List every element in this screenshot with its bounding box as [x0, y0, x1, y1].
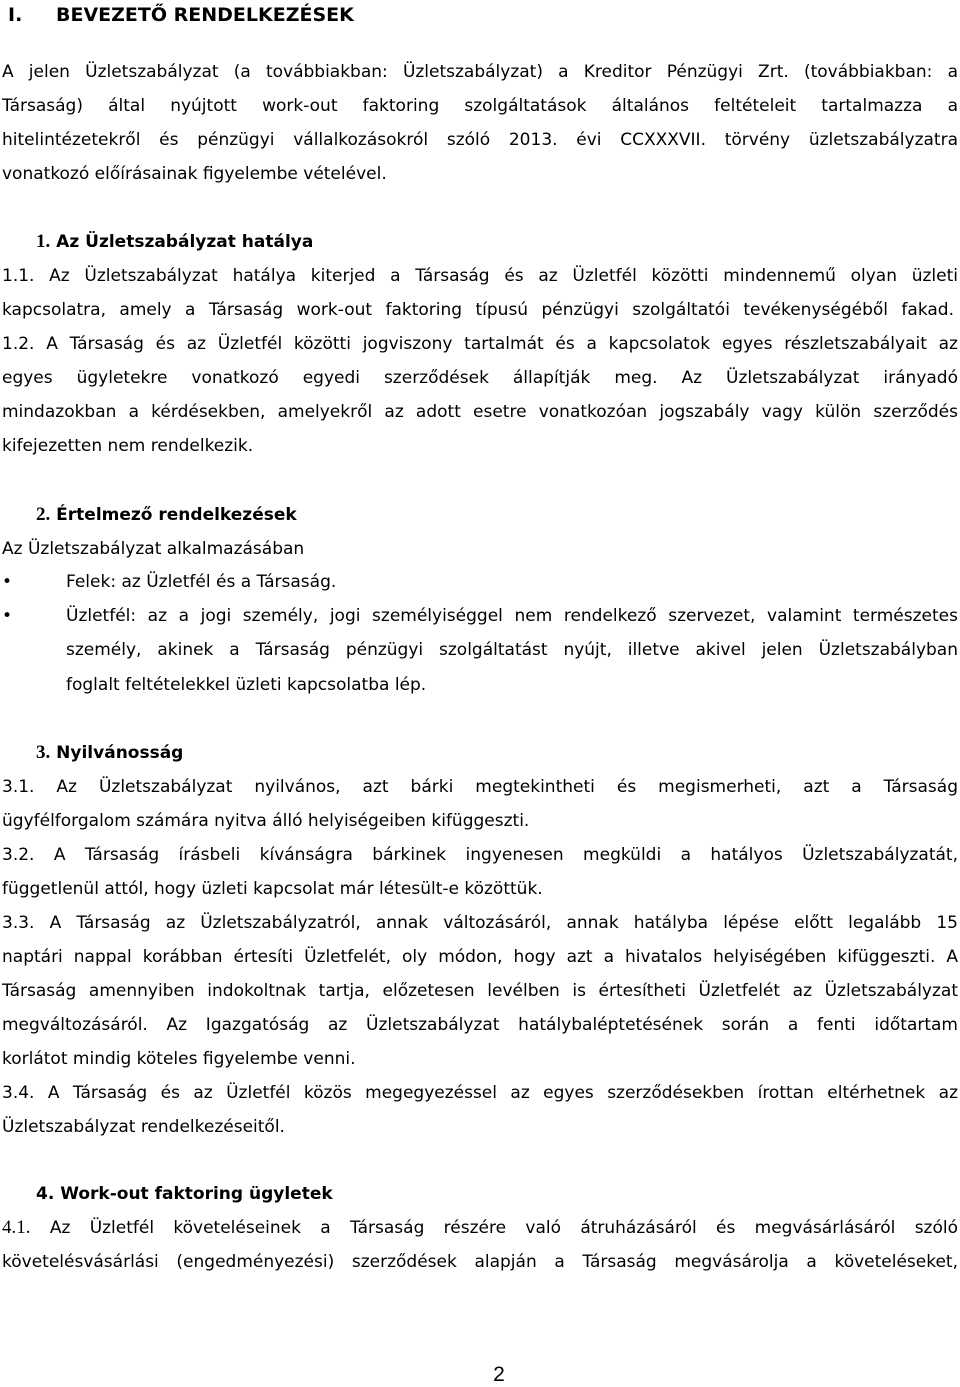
section-3-title: Nyilvánosság — [56, 743, 184, 763]
section-3-line-2: ügyfélforgalom számára nyitva álló helyiségeiben kifüggeszti. — [2, 811, 530, 831]
section-1-line-1: 1.1. Az Üzletszabályzat hatálya kiterjed a Társaság és az Üzletfél közötti mindennemű olyan üzleti — [2, 266, 958, 286]
section-3-line-5: 3.3. A Társaság az Üzletszabályzatról, annak változásáról, annak hatályba lépése előtt legalább 15 — [2, 913, 958, 933]
definition-term: Felek: — [66, 572, 117, 592]
chapter-number: I. — [8, 4, 23, 26]
section-2-title: Értelmező rendelkezések — [56, 505, 297, 525]
page-number: 2 — [493, 1363, 505, 1386]
section-1-line-3: 1.2. A Társaság és az Üzletfél közötti jogviszony tartalmát és a kapcsolatok egyes részletszabályait az — [2, 334, 958, 354]
section-1-heading — [36, 231, 958, 253]
definition-text-line-3: foglalt feltételekkel üzleti kapcsolatba lép. — [66, 675, 427, 695]
section-3-line-6: naptári nappal korábban értesíti Üzletfelét, oly módon, hogy azt a hivatalos helyiségében kifüggeszti. A — [2, 947, 958, 967]
definition-item-uzletfel — [2, 605, 958, 627]
definition-text-line-1: az a jogi személy, jogi személyiséggel nem rendelkező szervezet, valamint természetes — [136, 606, 958, 626]
chapter-title-text: BEVEZETŐ RENDELKEZÉSEK — [56, 4, 354, 26]
section-3-line-3: 3.2. A Társaság írásbeli kívánságra bárkinek ingyenesen megküldi a hatályos Üzletszabályzatát, — [2, 845, 958, 865]
section-3-line-8: megváltozásáról. Az Igazgatóság az Üzletszabályzat hatálybaléptetésének során a fenti időtartam — [2, 1015, 958, 1035]
section-3-line-9: korlátot mindig köteles figyelembe venni. — [2, 1049, 356, 1069]
definition-text-line-2: személy, akinek a Társaság pénzügyi szolgáltatást nyújt, illetve akivel jelen Üzletszabályban — [66, 640, 958, 660]
bullet-icon: • — [2, 572, 13, 592]
section-3-line-11: Üzletszabályzat rendelkezéseitől. — [2, 1117, 285, 1137]
section-4-line-1 — [2, 1217, 958, 1239]
section-3-line-7: Társaság amennyiben indokoltnak tartja, előzetesen levélben is értesítheti Üzletfelét az Üzletszabályzat — [2, 981, 958, 1001]
section-4-heading: 4. Work-out faktoring ügyletek — [36, 1184, 333, 1204]
section-1-number: 1. — [36, 231, 51, 252]
section-3-line-4: függetlenül attól, hogy üzleti kapcsolat már létesült-e közöttük. — [2, 879, 543, 899]
section-2-intro: Az Üzletszabályzat alkalmazásában — [2, 539, 305, 559]
section-4-line-2: követelésvásárlási (engedményezési) szerződések alapján a Társaság megvásárolja a követeléseket, — [2, 1252, 958, 1272]
section-1-line-5: mindazokban a kérdésekben, amelyekről az adott esetre vonatkozóan jogszabály vagy külön szerződés — [2, 402, 958, 422]
section-2-number: 2. — [36, 504, 51, 525]
section-1-line-6: kifejezetten nem rendelkezik. — [2, 436, 254, 456]
section-1-title: Az Üzletszabályzat hatálya — [56, 232, 314, 252]
intro-line-3: hitelintézetekről és pénzügyi vállalkozásokról szóló 2013. évi CCXXXVII. törvény üzletszabályzatra — [2, 130, 958, 150]
intro-line-1: A jelen Üzletszabályzat (a továbbiakban: Üzletszabályzat) a Kreditor Pénzügyi Zrt. (továbbiakban: a — [2, 62, 958, 82]
section-3-heading — [36, 742, 958, 764]
section-4-line-1-text: Az Üzletfél követeléseinek a Társaság részére való átruházásáról és megvásárlásáról szóló — [30, 1218, 958, 1238]
definition-term: Üzletfél: — [66, 606, 137, 626]
section-3-number: 3. — [36, 742, 51, 763]
section-3-line-1: 3.1. Az Üzletszabályzat nyilvános, azt bárki megtekintheti és megismerheti, azt a Társaság — [2, 777, 958, 797]
section-1-line-2: kapcsolatra, amely a Társaság work-out faktoring típusú pénzügyi szolgáltatói tevékenységéből fakad. — [2, 300, 954, 320]
definition-text: az Üzletfél és a Társaság. — [116, 572, 337, 592]
intro-line-4: vonatkozó előírásainak figyelembe vételével. — [2, 164, 387, 184]
section-1-line-4: egyes ügyletekre vonatkozó egyedi szerződések állapítják meg. Az Üzletszabályzat irányadó — [2, 368, 958, 388]
section-3-line-10: 3.4. A Társaság és az Üzletfél közös megegyezéssel az egyes szerződésekben írottan eltérhetnek az — [2, 1083, 958, 1103]
chapter-title — [8, 4, 958, 26]
intro-line-2: Társaság) által nyújtott work-out faktoring szolgáltatások általános feltételeit tartalmazza a — [2, 96, 958, 116]
section-2-heading — [36, 504, 958, 526]
section-4-1-number: 4.1. — [2, 1217, 31, 1238]
bullet-icon: • — [2, 606, 13, 626]
